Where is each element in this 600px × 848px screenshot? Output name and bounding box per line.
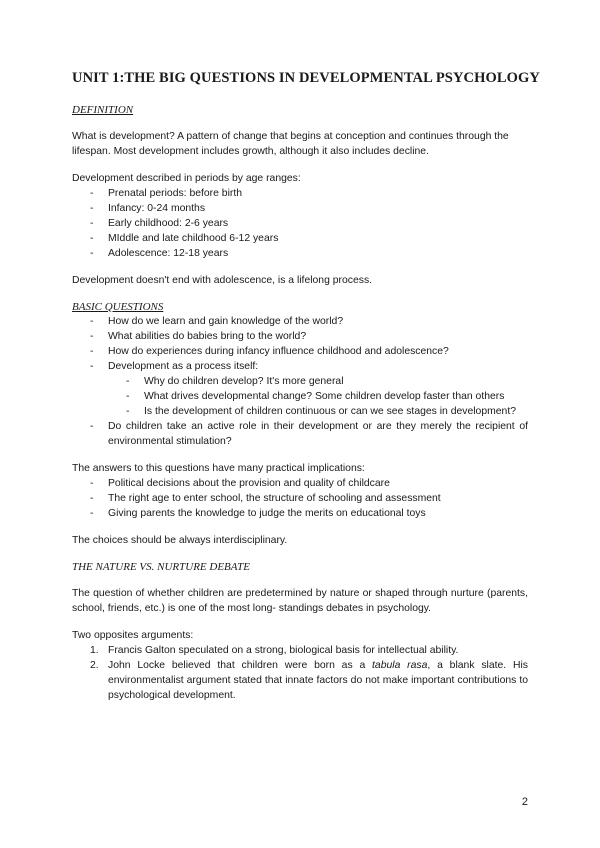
page-number: 2	[521, 796, 528, 808]
arguments-list	[72, 643, 528, 703]
list-item	[72, 643, 528, 658]
list-item: - Prenatal periods: before birth	[72, 186, 528, 201]
basic-questions-list-end	[72, 419, 528, 449]
document-page	[72, 70, 540, 703]
list-number: 2.	[90, 660, 99, 671]
nature-nurture-paragraph: The question of whether children are predetermined by nature or shaped through nurture (parents, school, friends, etc.) is one of the most long- standings debates in psychology.	[72, 588, 528, 614]
implications-list	[72, 476, 528, 521]
basic-questions-heading: BASIC QUESTIONS	[72, 301, 164, 313]
list-item: - Political decisions about the provision and quality of childcare	[72, 476, 528, 491]
basic-questions-list	[72, 314, 528, 374]
list-item: - How do experiences during infancy influence childhood and adolescence?	[72, 344, 528, 359]
list-number: 1.	[90, 645, 99, 656]
implications-closing: The choices should be always interdisciplinary.	[72, 535, 288, 546]
list-item: - Is the development of children continuous or can we see stages in development?	[72, 404, 528, 419]
list-item: - Do children take an active role in their development or are they merely the recipient of environmental stimulation?	[72, 419, 528, 449]
argument-italic-term: tabula rasa	[372, 660, 428, 671]
list-item: - Development as a process itself:	[72, 359, 528, 374]
arguments-intro: Two opposites arguments:	[72, 630, 194, 641]
page-title: UNIT 1:THE BIG QUESTIONS IN DEVELOPMENTAL PSYCHOLOGY	[72, 70, 540, 86]
list-item: - The right age to enter school, the structure of schooling and assessment	[72, 491, 528, 506]
nature-nurture-heading: THE NATURE VS. NURTURE DEBATE	[72, 561, 250, 573]
list-item	[72, 658, 528, 703]
periods-intro: Development described in periods by age ranges:	[72, 173, 301, 184]
definition-paragraph: What is development? A pattern of change that begins at conception and continues through the lifespan. Most development includes growth, although it also includes decline.	[72, 131, 509, 157]
list-item: - Giving parents the knowledge to judge the merits on educational toys	[72, 506, 528, 521]
list-item: - Infancy: 0-24 months	[72, 201, 528, 216]
list-item: - What drives developmental change? Some children develop faster than others	[72, 389, 528, 404]
argument-text: Francis Galton speculated on a strong, biological basis for intellectual ability.	[108, 645, 459, 656]
list-item: - What abilities do babies bring to the world?	[72, 329, 528, 344]
list-item: - How do we learn and gain knowledge of the world?	[72, 314, 528, 329]
definition-closing: Development doesn't end with adolescence, is a lifelong process.	[72, 275, 373, 286]
list-item: - Why do children develop? It's more general	[72, 374, 528, 389]
argument-text: John Locke believed that children were born as a	[108, 660, 373, 671]
development-subquestions-list	[72, 374, 528, 419]
list-item: - Early childhood: 2-6 years	[72, 216, 528, 231]
periods-list	[72, 186, 528, 261]
argument-text-continued: , a blank slate. His environmentalist argument stated that innate factors do not make important contributions to psychological development.	[108, 660, 528, 701]
definition-heading: DEFINITION	[72, 104, 134, 116]
list-item: - Adolescence: 12-18 years	[72, 246, 528, 261]
list-item: - MIddle and late childhood 6-12 years	[72, 231, 528, 246]
implications-intro: The answers to this questions have many practical implications:	[72, 463, 365, 474]
